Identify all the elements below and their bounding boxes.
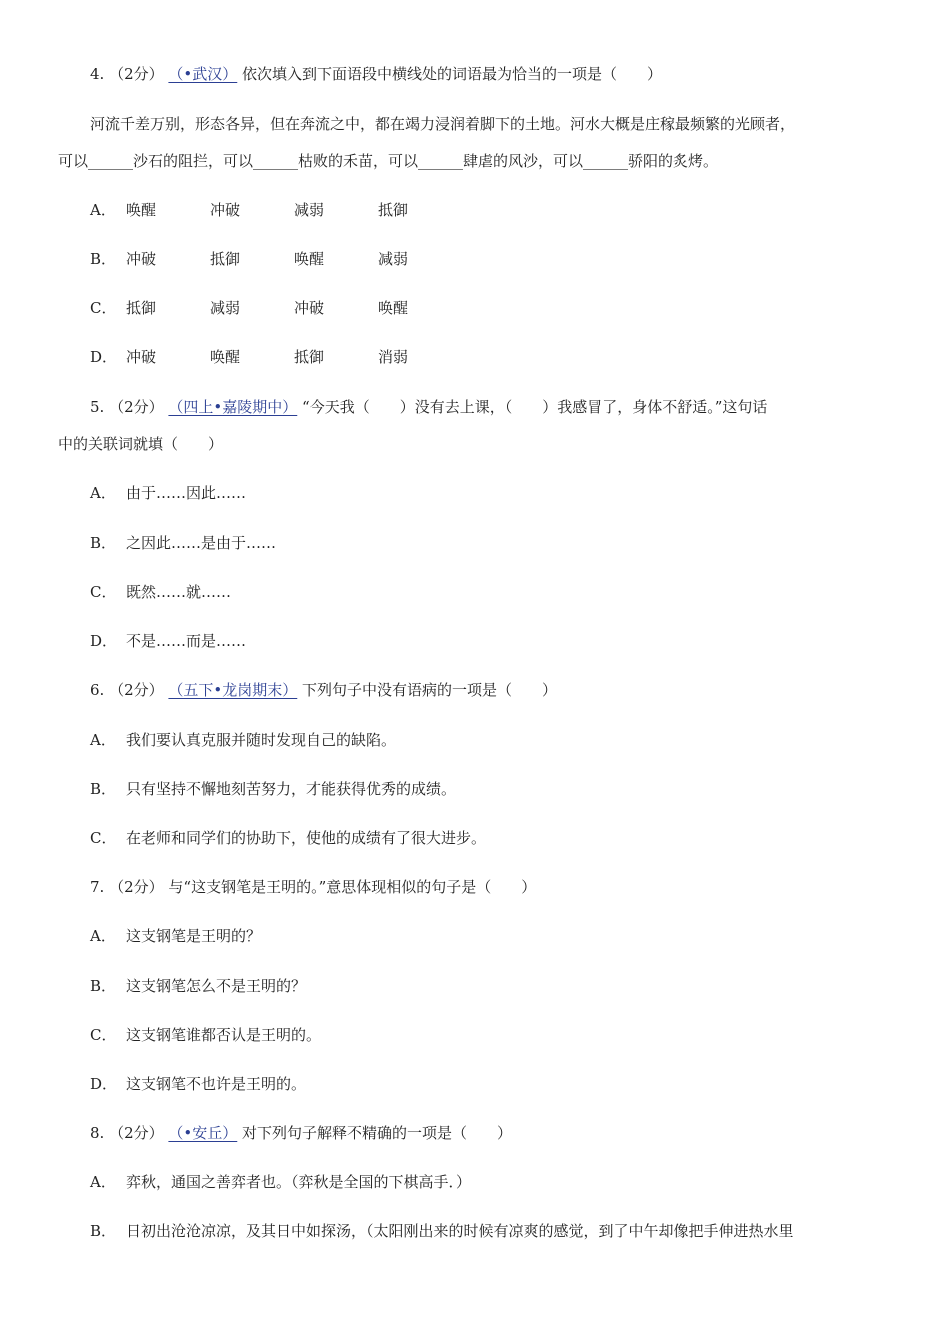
option-word: 抵御 (294, 348, 325, 366)
q4-passage-line2: 可以______沙石的阻拦，可以______枯败的禾苗，可以______肆虐的风沙，可以______骄阳的炙烤。 (58, 152, 719, 170)
q5-stem (90, 397, 767, 417)
q4-stem-text: 依次填入到下面语段中横线处的词语最为恰当的一项是（ ） (242, 65, 663, 83)
option-text: 不是……而是…… (126, 632, 247, 650)
q6-option-a (90, 730, 396, 750)
option-text: 既然……就…… (126, 583, 232, 601)
q6-stem (90, 680, 557, 700)
option-word: 冲破 (126, 250, 157, 268)
q5-source-link[interactable]: （四上•嘉陵期中） (168, 398, 298, 416)
option-text: 这支钢笔不也许是王明的。 (126, 1075, 307, 1093)
q8-stem (90, 1123, 512, 1143)
q7-option-a (90, 926, 261, 946)
q7-number: 7. （2分） (90, 878, 164, 896)
q4-number: 4. （2分） (90, 65, 164, 83)
q5-option-a (90, 483, 246, 503)
option-text: 之因此……是由于…… (126, 534, 277, 552)
q7-stem-text: 与“这支钢笔是王明的。”意思体现相似的句子是（ ） (168, 878, 537, 896)
q8-stem-text: 对下列句子解释不精确的一项是（ ） (242, 1124, 513, 1142)
q4-option-a (90, 200, 462, 220)
option-label: B． (90, 780, 117, 798)
q5-number: 5. （2分） (90, 398, 164, 416)
q4-option-b (90, 249, 462, 269)
q4-stem (90, 64, 662, 84)
option-label: A． (90, 484, 116, 502)
option-label: C． (90, 583, 117, 601)
option-word: 抵御 (210, 250, 241, 268)
q5-option-b (90, 533, 276, 553)
q8-number: 8. （2分） (90, 1124, 164, 1142)
option-word: 唤醒 (126, 201, 157, 219)
option-word: 减弱 (210, 299, 241, 317)
q6-stem-text: 下列句子中没有语病的一项是（ ） (302, 681, 558, 699)
q8-source-link[interactable]: （•安丘） (168, 1124, 238, 1142)
option-word: 冲破 (210, 201, 241, 219)
q6-number: 6. （2分） (90, 681, 164, 699)
option-text: 只有坚持不懈地刻苦努力，才能获得优秀的成绩。 (126, 780, 457, 798)
option-word: 唤醒 (210, 348, 241, 366)
q5-option-c (90, 582, 231, 602)
option-label: C． (90, 1026, 117, 1044)
option-word: 冲破 (294, 299, 325, 317)
q6-source-link[interactable]: （五下•龙岗期末） (168, 681, 298, 699)
option-text: 这支钢笔是王明的？ (126, 927, 262, 945)
q7-stem (90, 877, 536, 897)
q7-option-c (90, 1025, 321, 1045)
option-label: D． (90, 632, 118, 650)
option-text: 日初出沧沧凉凉，及其日中如探汤，（太阳刚出来的时候有凉爽的感觉，到了中午却像把手伸进热水里 (126, 1222, 794, 1240)
option-word: 冲破 (126, 348, 157, 366)
q7-option-d (90, 1074, 306, 1094)
option-word: 抵御 (378, 201, 409, 219)
q4-option-d (90, 347, 462, 367)
option-label: C． (90, 829, 117, 847)
q4-passage-line1: 河流千差万别，形态各异，但在奔流之中，都在竭力浸润着脚下的土地。河水大概是庄稼最频繁的光顾者， (90, 115, 796, 133)
option-label: A． (90, 1173, 116, 1191)
q5-stem-line2: 中的关联词就填（ ） (58, 435, 224, 453)
option-label: C． (90, 299, 117, 317)
q5-stem-text: “今天我（ ）没有去上课，（ ）我感冒了，身体不舒适。”这句话 (302, 398, 768, 416)
option-text: 这支钢笔谁都否认是王明的。 (126, 1026, 322, 1044)
q4-source-link[interactable]: （•武汉） (168, 65, 238, 83)
option-word: 唤醒 (294, 250, 325, 268)
option-label: D． (90, 348, 118, 366)
option-word: 唤醒 (378, 299, 409, 317)
option-label: D． (90, 1075, 118, 1093)
q5-option-d (90, 631, 246, 651)
option-text: 这支钢笔怎么不是王明的？ (126, 977, 307, 995)
option-text: 弈秋，通国之善弈者也。（弈秋是全国的下棋高手．） (126, 1173, 472, 1191)
q6-option-b (90, 779, 456, 799)
option-word: 减弱 (294, 201, 325, 219)
q7-option-b (90, 976, 306, 996)
option-label: A． (90, 927, 116, 945)
option-label: B． (90, 534, 117, 552)
option-label: B． (90, 1222, 117, 1240)
option-label: A． (90, 731, 116, 749)
option-label: A． (90, 201, 116, 219)
option-text: 我们要认真克服并随时发现自己的缺陷。 (126, 731, 397, 749)
option-label: B． (90, 250, 117, 268)
option-word: 抵御 (126, 299, 157, 317)
option-text: 在老师和同学们的协助下，使他的成绩有了很大进步。 (126, 829, 487, 847)
option-label: B． (90, 977, 117, 995)
option-word: 减弱 (378, 250, 409, 268)
q4-option-c (90, 298, 462, 318)
q6-option-c (90, 828, 486, 848)
q8-option-b (90, 1221, 794, 1241)
q8-option-a (90, 1172, 471, 1192)
option-word: 消弱 (378, 348, 409, 366)
option-text: 由于……因此…… (126, 484, 247, 502)
